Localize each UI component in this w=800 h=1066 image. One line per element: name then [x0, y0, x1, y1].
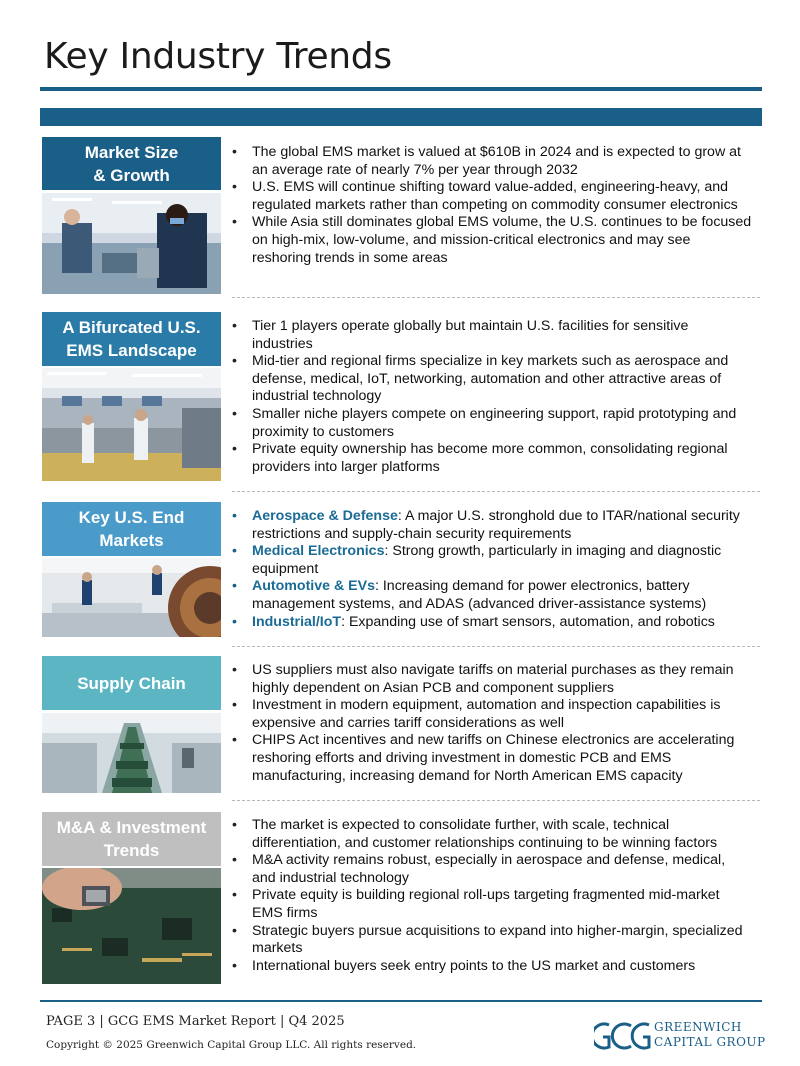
footer-page-info: PAGE 3 | GCG EMS Market Report | Q4 2025 [46, 1014, 345, 1029]
bullet-text: : A major U.S. stronghold due to ITAR/national security restrictions and supply-chain security requirements [252, 508, 740, 542]
footer-rule [40, 1000, 762, 1002]
bullet-list [232, 817, 752, 975]
bullet-item [232, 614, 752, 632]
bullet-item: • Private equity is building regional roll-ups targeting fragmented mid-market EMS firms [232, 887, 752, 922]
title-rule [40, 87, 762, 91]
bullet-item [232, 578, 752, 613]
bullet-item: • Smaller niche players compete on engineering support, rapid prototyping and proximity to customers [232, 406, 752, 441]
bullet-text: : Expanding use of smart sensors, automation, and robotics [341, 613, 715, 630]
bullet-item: • The global EMS market is valued at $610B in 2024 and is expected to grow at an average rate of nearly 7% per year through 2032 [232, 144, 752, 179]
pcb-conveyor-line-photo [42, 713, 221, 793]
section-label-box [42, 502, 221, 556]
bullet-item [232, 543, 752, 578]
section-label-box [42, 312, 221, 366]
section-divider [232, 297, 760, 298]
bullet-list [232, 318, 752, 476]
bullet-item: • M&A activity remains robust, especially in aerospace and defense, medical, and industrial technology [232, 852, 752, 887]
section-label-box [42, 812, 221, 866]
section-divider [232, 646, 760, 647]
bullet-text: : Strong growth, particularly in imaging and diagnostic equipment [252, 543, 722, 577]
page-title: Key Industry Trends [44, 36, 392, 77]
header-band [40, 108, 762, 126]
bullet-item: • International buyers seek entry points to the US market and customers [232, 958, 752, 976]
section-label: Market Size & Growth [84, 142, 179, 185]
section-divider [232, 800, 760, 801]
bullet-heading: Industrial/IoT [252, 613, 342, 630]
bullet-item: • CHIPS Act incentives and new tariffs on Chinese electronics are accelerating reshoring efforts and driving investment in domestic PCB and EMS manufacturing, increasing demand for North American EMS capacity [232, 732, 752, 785]
bullet-list [232, 144, 752, 267]
bullet-item: • Strategic buyers pursue acquisitions to expand into higher-margin, specialized markets [232, 923, 752, 958]
bullet-item: • Investment in modern equipment, automation and inspection capabilities is expensive and carries tariff considerations as well [232, 697, 752, 732]
bullet-heading: Aerospace & Defense [252, 508, 398, 524]
section-label: Supply Chain [77, 673, 186, 693]
section-label: A Bifurcated U.S. EMS Landscape [62, 318, 201, 360]
factory-worker-microscope-photo [42, 193, 221, 294]
bullet-item: • Private equity ownership has become more common, consolidating regional providers into larger platforms [232, 441, 752, 476]
section-label: M&A & Investment Trends [56, 818, 207, 860]
bullet-heading: Automotive & EVs [252, 578, 375, 595]
logo-wordmark [654, 1020, 766, 1050]
bullet-item: • Tier 1 players operate globally but maintain U.S. facilities for sensitive industries [232, 318, 752, 353]
logo-line-2: CAPITAL GROUP [654, 1035, 766, 1049]
footer-copyright: Copyright © 2025 Greenwich Capital Group LLC. All rights reserved. [46, 1039, 417, 1051]
aerospace-engine-workers-photo [42, 558, 221, 637]
bullet-item: • While Asia still dominates global EMS volume, the U.S. continues to be focused on high-mix, low-volume, and mission-critical electronics and may see reshoring trends in some areas [232, 214, 752, 267]
section-label-box [42, 137, 221, 190]
assembly-line-workers-photo [42, 368, 221, 481]
bullet-text: : Increasing demand for power electronics, battery management systems, and ADAS (advanced driver-assistance systems) [252, 578, 707, 612]
logo-line-1: GREENWICH [654, 1020, 742, 1034]
gcg-logo-icon [594, 1020, 652, 1052]
bullet-item: • US suppliers must also navigate tariffs on material purchases as they remain highly dependent on Asian PCB and component suppliers [232, 662, 752, 697]
bullet-item: • Mid-tier and regional firms specialize in key markets such as aerospace and defense, medical, IoT, networking, automation and other attractive areas of industrial technology [232, 353, 752, 406]
bullet-list [232, 508, 752, 631]
section-label-box [42, 656, 221, 710]
section-divider [232, 491, 760, 492]
company-logo [594, 1018, 764, 1054]
section-label: Key U.S. End Markets [78, 508, 185, 550]
bullet-heading: Medical Electronics [252, 543, 385, 560]
circuit-board-chip-hand-photo [42, 868, 221, 984]
bullet-item [232, 508, 752, 543]
bullet-list [232, 662, 752, 785]
bullet-item: • U.S. EMS will continue shifting toward value-added, engineering-heavy, and regulated markets rather than competing on commodity consumer electronics [232, 179, 752, 214]
bullet-item: • The market is expected to consolidate further, with scale, technical differentiation, and customer relationships continuing to be winning factors [232, 817, 752, 852]
